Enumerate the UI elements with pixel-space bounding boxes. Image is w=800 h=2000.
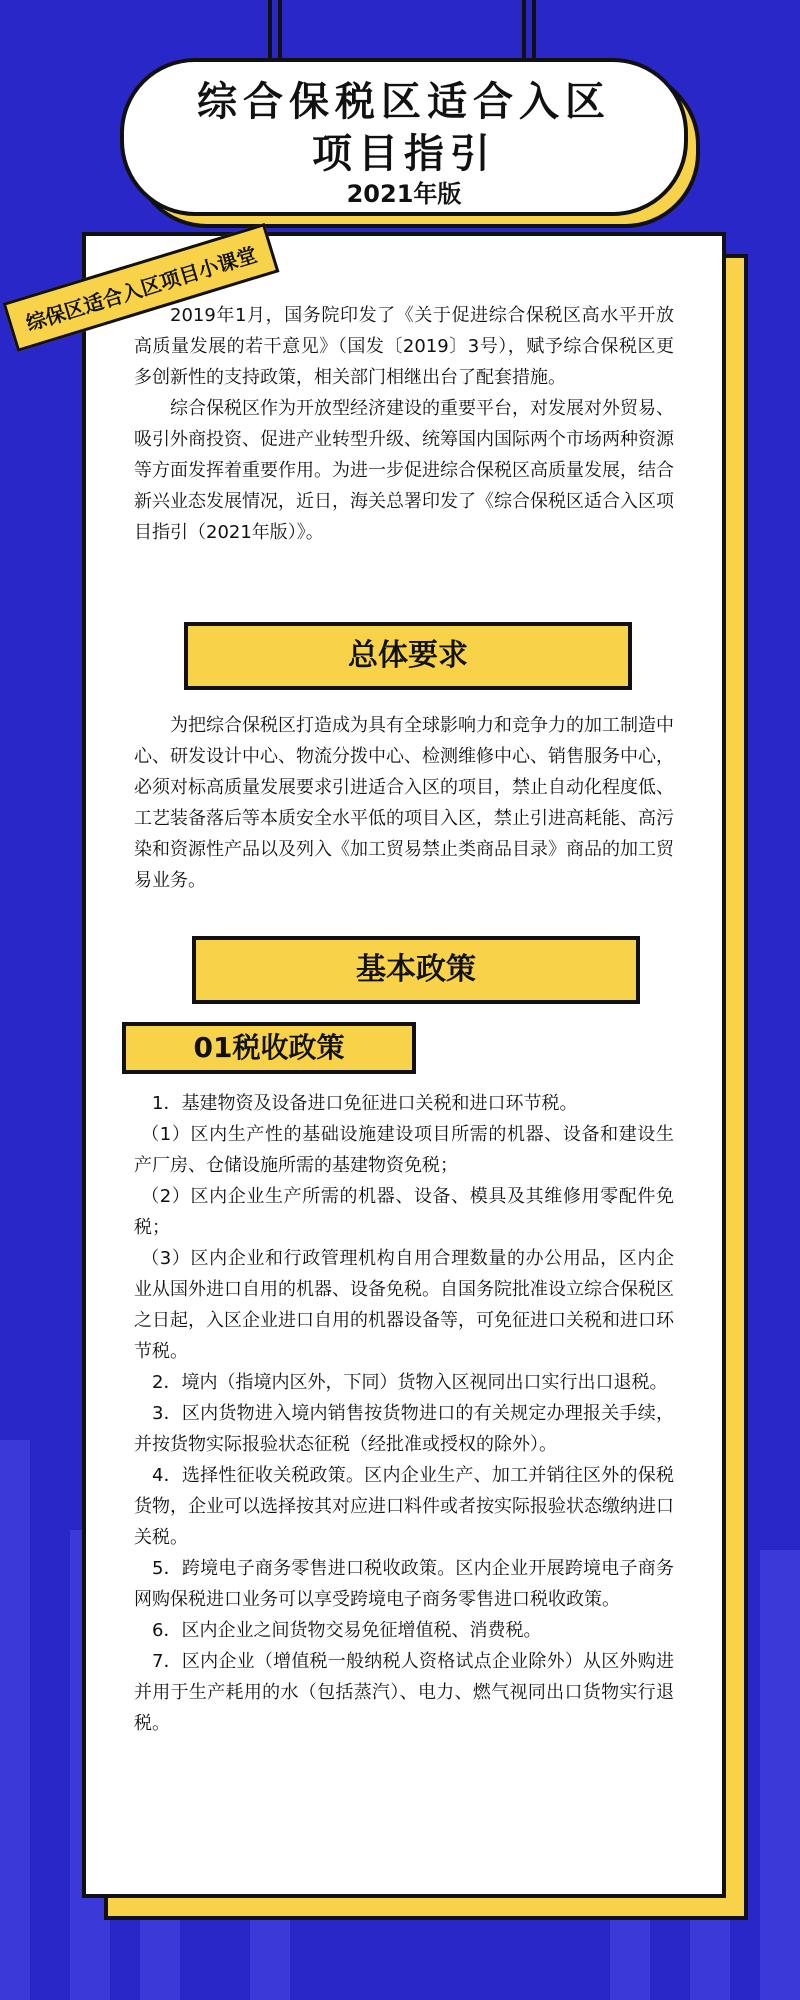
title-banner: [120, 58, 688, 216]
policy-item: 3．区内货物进入境内销售按货物进口的有关规定办理报关手续，并按货物实际报验状态征税（经批准或授权的除外）。: [134, 1403, 674, 1455]
policy-item: 4．选择性征收关税政策。区内企业生产、加工并销往区外的保税货物，企业可以选择按其对应进口料件或者按实际报验状态缴纳进口关税。: [134, 1465, 674, 1548]
intro-section: [134, 300, 674, 548]
intro-paragraph: 综合保税区作为开放型经济建设的重要平台，对发展对外贸易、吸引外商投资、促进产业转型升级、统筹国内国际两个市场两种资源等方面发挥着重要作用。为进一步促进综合保税区高质量发展，结合新兴业态发展情况，近日，海关总署印发了《综合保税区适合入区项目指引（2021年版）》。: [134, 398, 674, 543]
policy-item: 1．基建物资及设备进口免征进口关税和进口环节税。: [152, 1093, 578, 1114]
ribbon-label: 综保区适合入区项目小课堂: [3, 223, 280, 352]
policy-item: （3）区内企业和行政管理机构自用合理数量的办公用品，区内企业从国外进口自用的机器、设备免税。自国务院批准设立综合保税区之日起，入区企业进口自用的机器设备等，可免征进口关税和进口环节税。: [134, 1248, 674, 1362]
background-bar: [760, 1550, 800, 2000]
tax-policy-list: [134, 1088, 674, 1739]
page-title-line2: 项目指引: [312, 131, 496, 177]
section-heading-overall: 总体要求: [184, 622, 632, 690]
policy-item: 7．区内企业（增值税一般纳税人资格试点企业除外）从区外购进并用于生产耗用的水（包括蒸汽）、电力、燃气视同出口货物实行退税。: [134, 1651, 674, 1734]
policy-item: 2．境内（指境内区外，下同）货物入区视同出口实行出口退税。: [152, 1372, 668, 1393]
intro-paragraph: 2019年1月，国务院印发了《关于促进综合保税区高水平开放高质量发展的若干意见》（国发〔2019〕3号），赋予综合保税区更多创新性的支持政策，相关部门相继出台了配套措施。: [134, 305, 674, 388]
policy-item: （1）区内生产性的基础设施建设项目所需的机器、设备和建设生产厂房、仓储设施所需的基建物资免税；: [134, 1124, 674, 1176]
policy-item: （2）区内企业生产所需的机器、设备、模具及其维修用零配件免税；: [134, 1186, 674, 1238]
background-bar: [0, 1440, 30, 2000]
policy-item: 5．跨境电子商务零售进口税收政策。区内企业开展跨境电子商务网购保税进口业务可以享受跨境电子商务零售进口税收政策。: [134, 1558, 674, 1610]
overall-paragraph: 为把综合保税区打造成为具有全球影响力和竞争力的加工制造中心、研发设计中心、物流分拨中心、检测维修中心、销售服务中心，必须对标高质量发展要求引进适合入区的项目，禁止自动化程度低、工艺装备落后等本质安全水平低的项目入区，禁止引进高耗能、高污染和资源性产品以及列入《加工贸易禁止类商品目录》商品的加工贸易业务。: [134, 715, 674, 891]
page-title: 综合保税区适合入区: [197, 79, 611, 125]
policy-item: 6．区内企业之间货物交易免征增值税、消费税。: [152, 1620, 542, 1641]
overall-section: [134, 710, 674, 896]
edition-label: 2021年版: [346, 180, 462, 208]
section-heading-basic: 基本政策: [192, 936, 640, 1004]
subheading-tax-policy: 01税收政策: [122, 1022, 416, 1074]
